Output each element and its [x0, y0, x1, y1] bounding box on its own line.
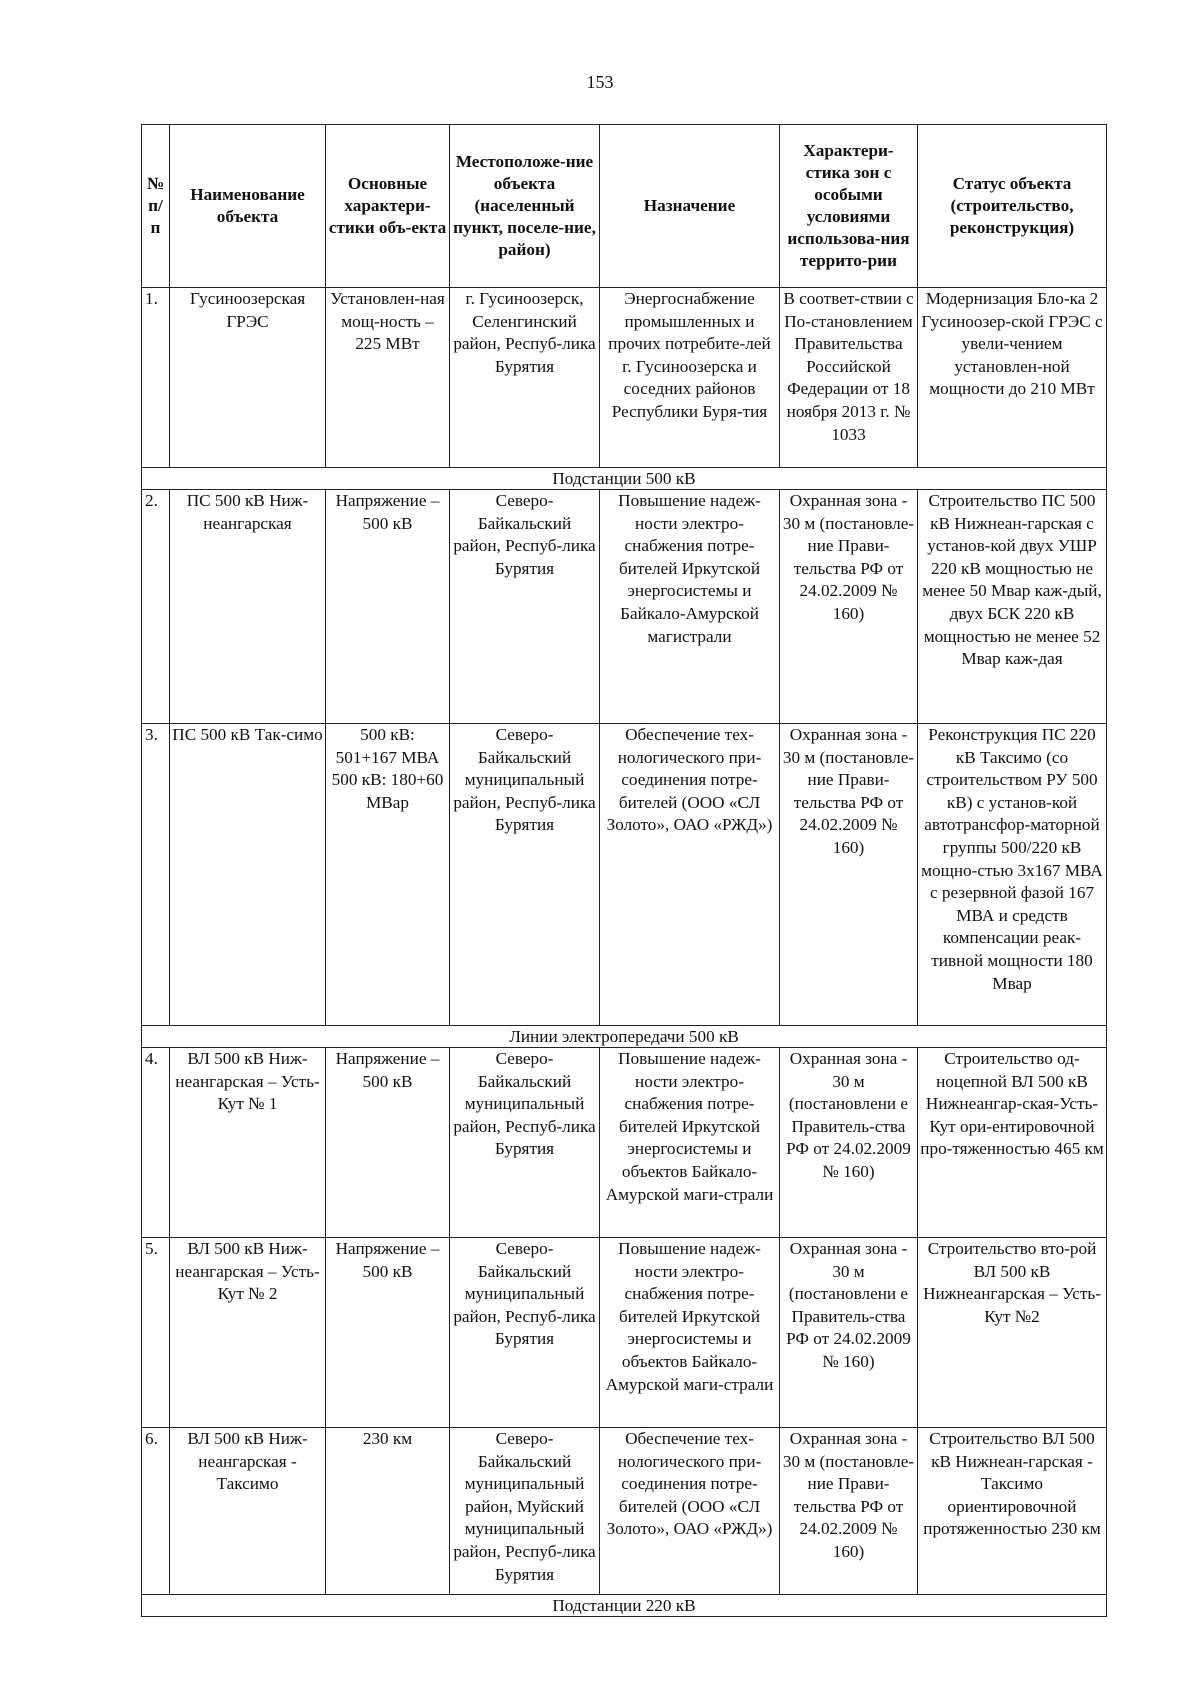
row-purpose: Энергоснабжение промышленных и прочих потребите-лей г. Гусиноозерска и соседних районов Республики Буря-тия [600, 288, 780, 468]
row-num: 4. [142, 1048, 170, 1238]
row-location: Северо-Байкальский район, Респуб-лика Бурятия [450, 490, 600, 724]
row-purpose: Повышение надеж-ности электро-снабжения потре-бителей Иркутской энергосистемы и объектов Байкало-Амурской маги-страли [600, 1238, 780, 1428]
table-row [142, 724, 1107, 1026]
row-name: Гусиноозерская ГРЭС [170, 288, 326, 468]
header-purpose: Назначение [600, 125, 780, 288]
row-chars: Установлен-ная мощ-ность – 225 МВт [326, 288, 450, 468]
row-chars: Напряжение – 500 кВ [326, 1048, 450, 1238]
row-name: ВЛ 500 кВ Ниж-неангарская – Усть-Кут № 2 [170, 1238, 326, 1428]
row-num: 5. [142, 1238, 170, 1428]
row-chars: Напряжение – 500 кВ [326, 1238, 450, 1428]
page-number: 153 [586, 72, 614, 92]
row-zones: Охранная зона - 30 м (постановле-ние Прави-тельства РФ от 24.02.2009 № 160) [780, 490, 918, 724]
section-title: Подстанции 500 кВ [142, 468, 1107, 490]
row-zones: В соответ-ствии с По-становлением Правительства Российской Федерации от 18 ноября 2013 г. № 1033 [780, 288, 918, 468]
row-purpose: Повышение надеж-ности электро-снабжения потре-бителей Иркутской энергосистемы и объектов Байкало-Амурской маги-страли [600, 1048, 780, 1238]
row-status: Модернизация Бло-ка 2 Гусиноозер-ской ГРЭС с увели-чением установлен-ной мощности до 210 МВт [918, 288, 1107, 468]
table-row [142, 490, 1107, 724]
header-name: Наименование объекта [170, 125, 326, 288]
row-purpose: Повышение надеж-ности электро-снабжения потре-бителей Иркутской энергосистемы и Байкало-Амурской магистрали [600, 490, 780, 724]
section-title: Линии электропередачи 500 кВ [142, 1026, 1107, 1048]
row-status: Строительство ПС 500 кВ Нижнеан-гарская с установ-кой двух УШР 220 кВ мощностью не менее 50 Мвар каж-дый, двух БСК 220 кВ мощностью не менее 52 Мвар каж-дая [918, 490, 1107, 724]
row-zones: Охранная зона - 30 м (постановле-ние Прави-тельства РФ от 24.02.2009 № 160) [780, 724, 918, 1026]
section-title: Подстанции 220 кВ [142, 1595, 1107, 1617]
row-num: 3. [142, 724, 170, 1026]
row-zones: Охранная зона - 30 м (постановлени е Правитель-ства РФ от 24.02.2009 № 160) [780, 1048, 918, 1238]
section-row [142, 1026, 1107, 1048]
row-purpose: Обеспечение тех-нологического при-соединения потре-бителей (ООО «СЛ Золото», ОАО «РЖД») [600, 1428, 780, 1595]
row-status: Строительство од-ноцепной ВЛ 500 кВ Нижнеангар-ская-Усть-Кут ори-ентировочной про-тяженностью 465 км [918, 1048, 1107, 1238]
row-chars: Напряжение – 500 кВ [326, 490, 450, 724]
row-location: Северо-Байкальский муниципальный район, Респуб-лика Бурятия [450, 1238, 600, 1428]
row-num: 2. [142, 490, 170, 724]
section-row [142, 468, 1107, 490]
header-chars: Основные характери-стики объ-екта [326, 125, 450, 288]
table-row [142, 1048, 1107, 1238]
row-location: Северо-Байкальский муниципальный район, Респуб-лика Бурятия [450, 724, 600, 1026]
row-status: Реконструкция ПС 220 кВ Таксимо (со строительством РУ 500 кВ) с установ-кой автотрансфор-маторной группы 500/220 кВ мощно-стью 3х167 МВА с резервной фазой 167 МВА и средств компенсации реак-тивной мощности 180 Мвар [918, 724, 1107, 1026]
section-row [142, 1595, 1107, 1617]
row-name: ПС 500 кВ Ниж-неангарская [170, 490, 326, 724]
row-name: ВЛ 500 кВ Ниж-неангарская – Усть-Кут № 1 [170, 1048, 326, 1238]
row-name: ВЛ 500 кВ Ниж-неангарская - Таксимо [170, 1428, 326, 1595]
header-zones: Характери-стика зон с особыми условиями использова-ния террито-рии [780, 125, 918, 288]
table-header-row [142, 125, 1107, 288]
header-location: Местоположе-ние объекта (населенный пункт, поселе-ние, район) [450, 125, 600, 288]
row-num: 1. [142, 288, 170, 468]
header-status: Статус объекта (строительство, реконструкция) [918, 125, 1107, 288]
row-purpose: Обеспечение тех-нологического при-соединения потре-бителей (ООО «СЛ Золото», ОАО «РЖД») [600, 724, 780, 1026]
row-zones: Охранная зона - 30 м (постановле-ние Прави-тельства РФ от 24.02.2009 № 160) [780, 1428, 918, 1595]
row-num: 6. [142, 1428, 170, 1595]
table-row [142, 1238, 1107, 1428]
row-status: Строительство ВЛ 500 кВ Нижнеан-гарская - Таксимо ориентировочной протяженностью 230 км [918, 1428, 1107, 1595]
objects-table [141, 124, 1107, 1617]
row-location: Северо-Байкальский муниципальный район, Муйский муниципальный район, Респуб-лика Бурятия [450, 1428, 600, 1595]
row-chars: 230 км [326, 1428, 450, 1595]
row-location: г. Гусиноозерск, Селенгинский район, Респуб-лика Бурятия [450, 288, 600, 468]
row-chars: 500 кВ: 501+167 МВА 500 кВ: 180+60 МВар [326, 724, 450, 1026]
row-location: Северо-Байкальский муниципальный район, Респуб-лика Бурятия [450, 1048, 600, 1238]
table-row [142, 288, 1107, 468]
table-row [142, 1428, 1107, 1595]
row-status: Строительство вто-рой ВЛ 500 кВ Нижнеангарская – Усть-Кут №2 [918, 1238, 1107, 1428]
row-zones: Охранная зона - 30 м (постановлени е Правитель-ства РФ от 24.02.2009 № 160) [780, 1238, 918, 1428]
header-num: № п/ п [142, 125, 170, 288]
row-name: ПС 500 кВ Так-симо [170, 724, 326, 1026]
